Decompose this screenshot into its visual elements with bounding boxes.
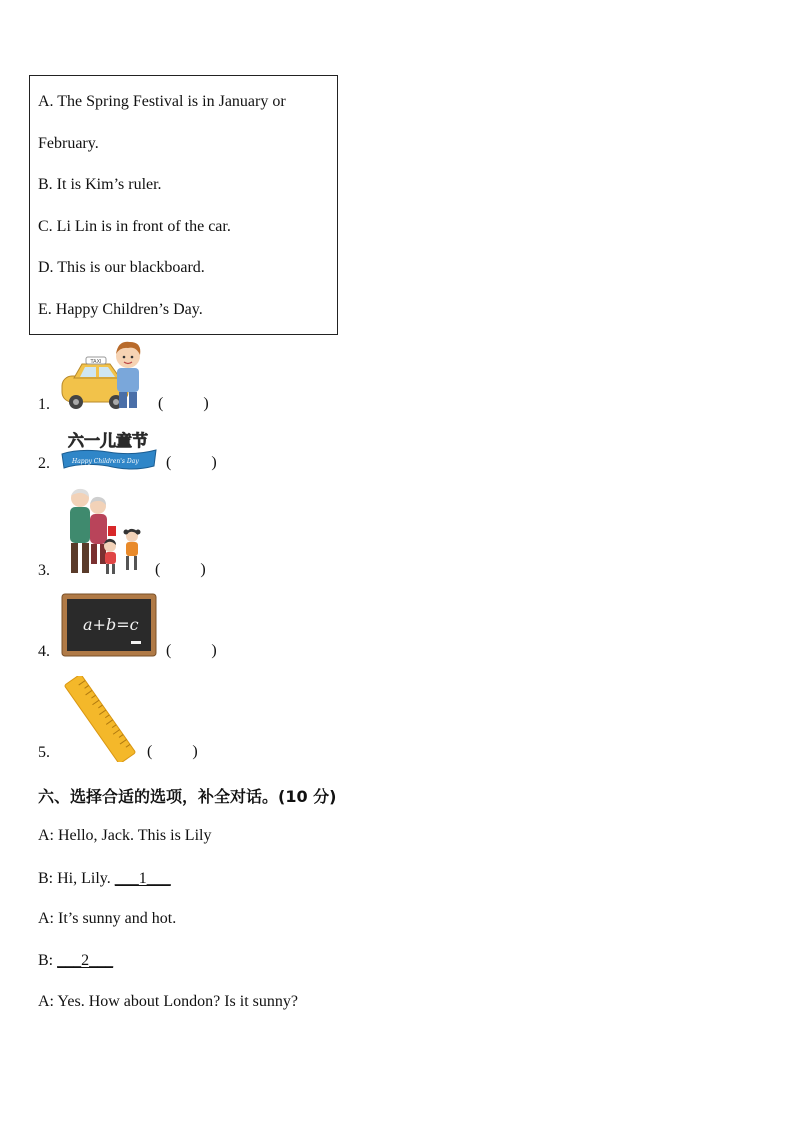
grandparents-red-envelope-picture xyxy=(60,486,150,578)
dialogue-line-1 xyxy=(38,827,211,845)
childrens-day-banner-picture xyxy=(60,428,158,472)
blackboard-text: a+b=c xyxy=(83,615,139,634)
blackboard-picture xyxy=(61,593,157,657)
dialogue-blank-1[interactable]: ___1___ xyxy=(114,870,171,887)
banner-title: 六一儿童节 xyxy=(68,431,149,450)
dialogue-line-4 xyxy=(38,952,113,970)
dialogue-speaker: A: xyxy=(38,910,54,927)
dialogue-speaker: B: xyxy=(38,870,54,887)
question-3-answer-blank[interactable]: ( ) xyxy=(155,561,206,578)
dialogue-line-5 xyxy=(38,993,298,1011)
dialogue-text: Hello, Jack. This is Lily xyxy=(58,827,212,844)
option-a-line2: February. xyxy=(38,135,99,152)
option-c: C. Li Lin is in front of the car. xyxy=(38,218,231,235)
dialogue-speaker: B: xyxy=(38,952,54,969)
question-4-number: 4. xyxy=(38,643,50,660)
option-e: E. Happy Children’s Day. xyxy=(38,301,203,318)
section-six-title: 六、选择合适的选项，补全对话。(10 分) xyxy=(38,787,337,806)
option-d: D. This is our blackboard. xyxy=(38,259,205,276)
dialogue-speaker: A: xyxy=(38,993,54,1010)
question-2-answer-blank[interactable]: ( ) xyxy=(166,454,217,471)
question-5-number: 5. xyxy=(38,744,50,761)
question-4-answer-blank[interactable]: ( ) xyxy=(166,642,217,659)
question-2-number: 2. xyxy=(38,455,50,472)
question-1-answer-blank[interactable]: ( ) xyxy=(158,395,209,412)
banner-subtitle: Happy Children's Day xyxy=(72,458,139,465)
dialogue-line-3 xyxy=(38,910,176,928)
dialogue-text: It’s sunny and hot. xyxy=(58,910,177,927)
options-box xyxy=(29,75,338,335)
svg-text:TAXI: TAXI xyxy=(90,359,102,365)
dialogue-blank-2[interactable]: ___2___ xyxy=(57,952,114,969)
question-1-number: 1. xyxy=(38,396,50,413)
ruler-picture xyxy=(60,676,140,762)
question-3-number: 3. xyxy=(38,562,50,579)
dialogue-text: Hi, Lily. xyxy=(57,870,111,887)
dialogue-text: Yes. How about London? Is it sunny? xyxy=(57,993,298,1010)
dialogue-speaker: A: xyxy=(38,827,54,844)
taxi-boy-picture xyxy=(60,340,152,412)
dialogue-line-2 xyxy=(38,870,171,888)
option-a-line1: A. The Spring Festival is in January or xyxy=(38,93,286,110)
option-b: B. It is Kim’s ruler. xyxy=(38,176,162,193)
question-5-answer-blank[interactable]: ( ) xyxy=(147,743,198,760)
